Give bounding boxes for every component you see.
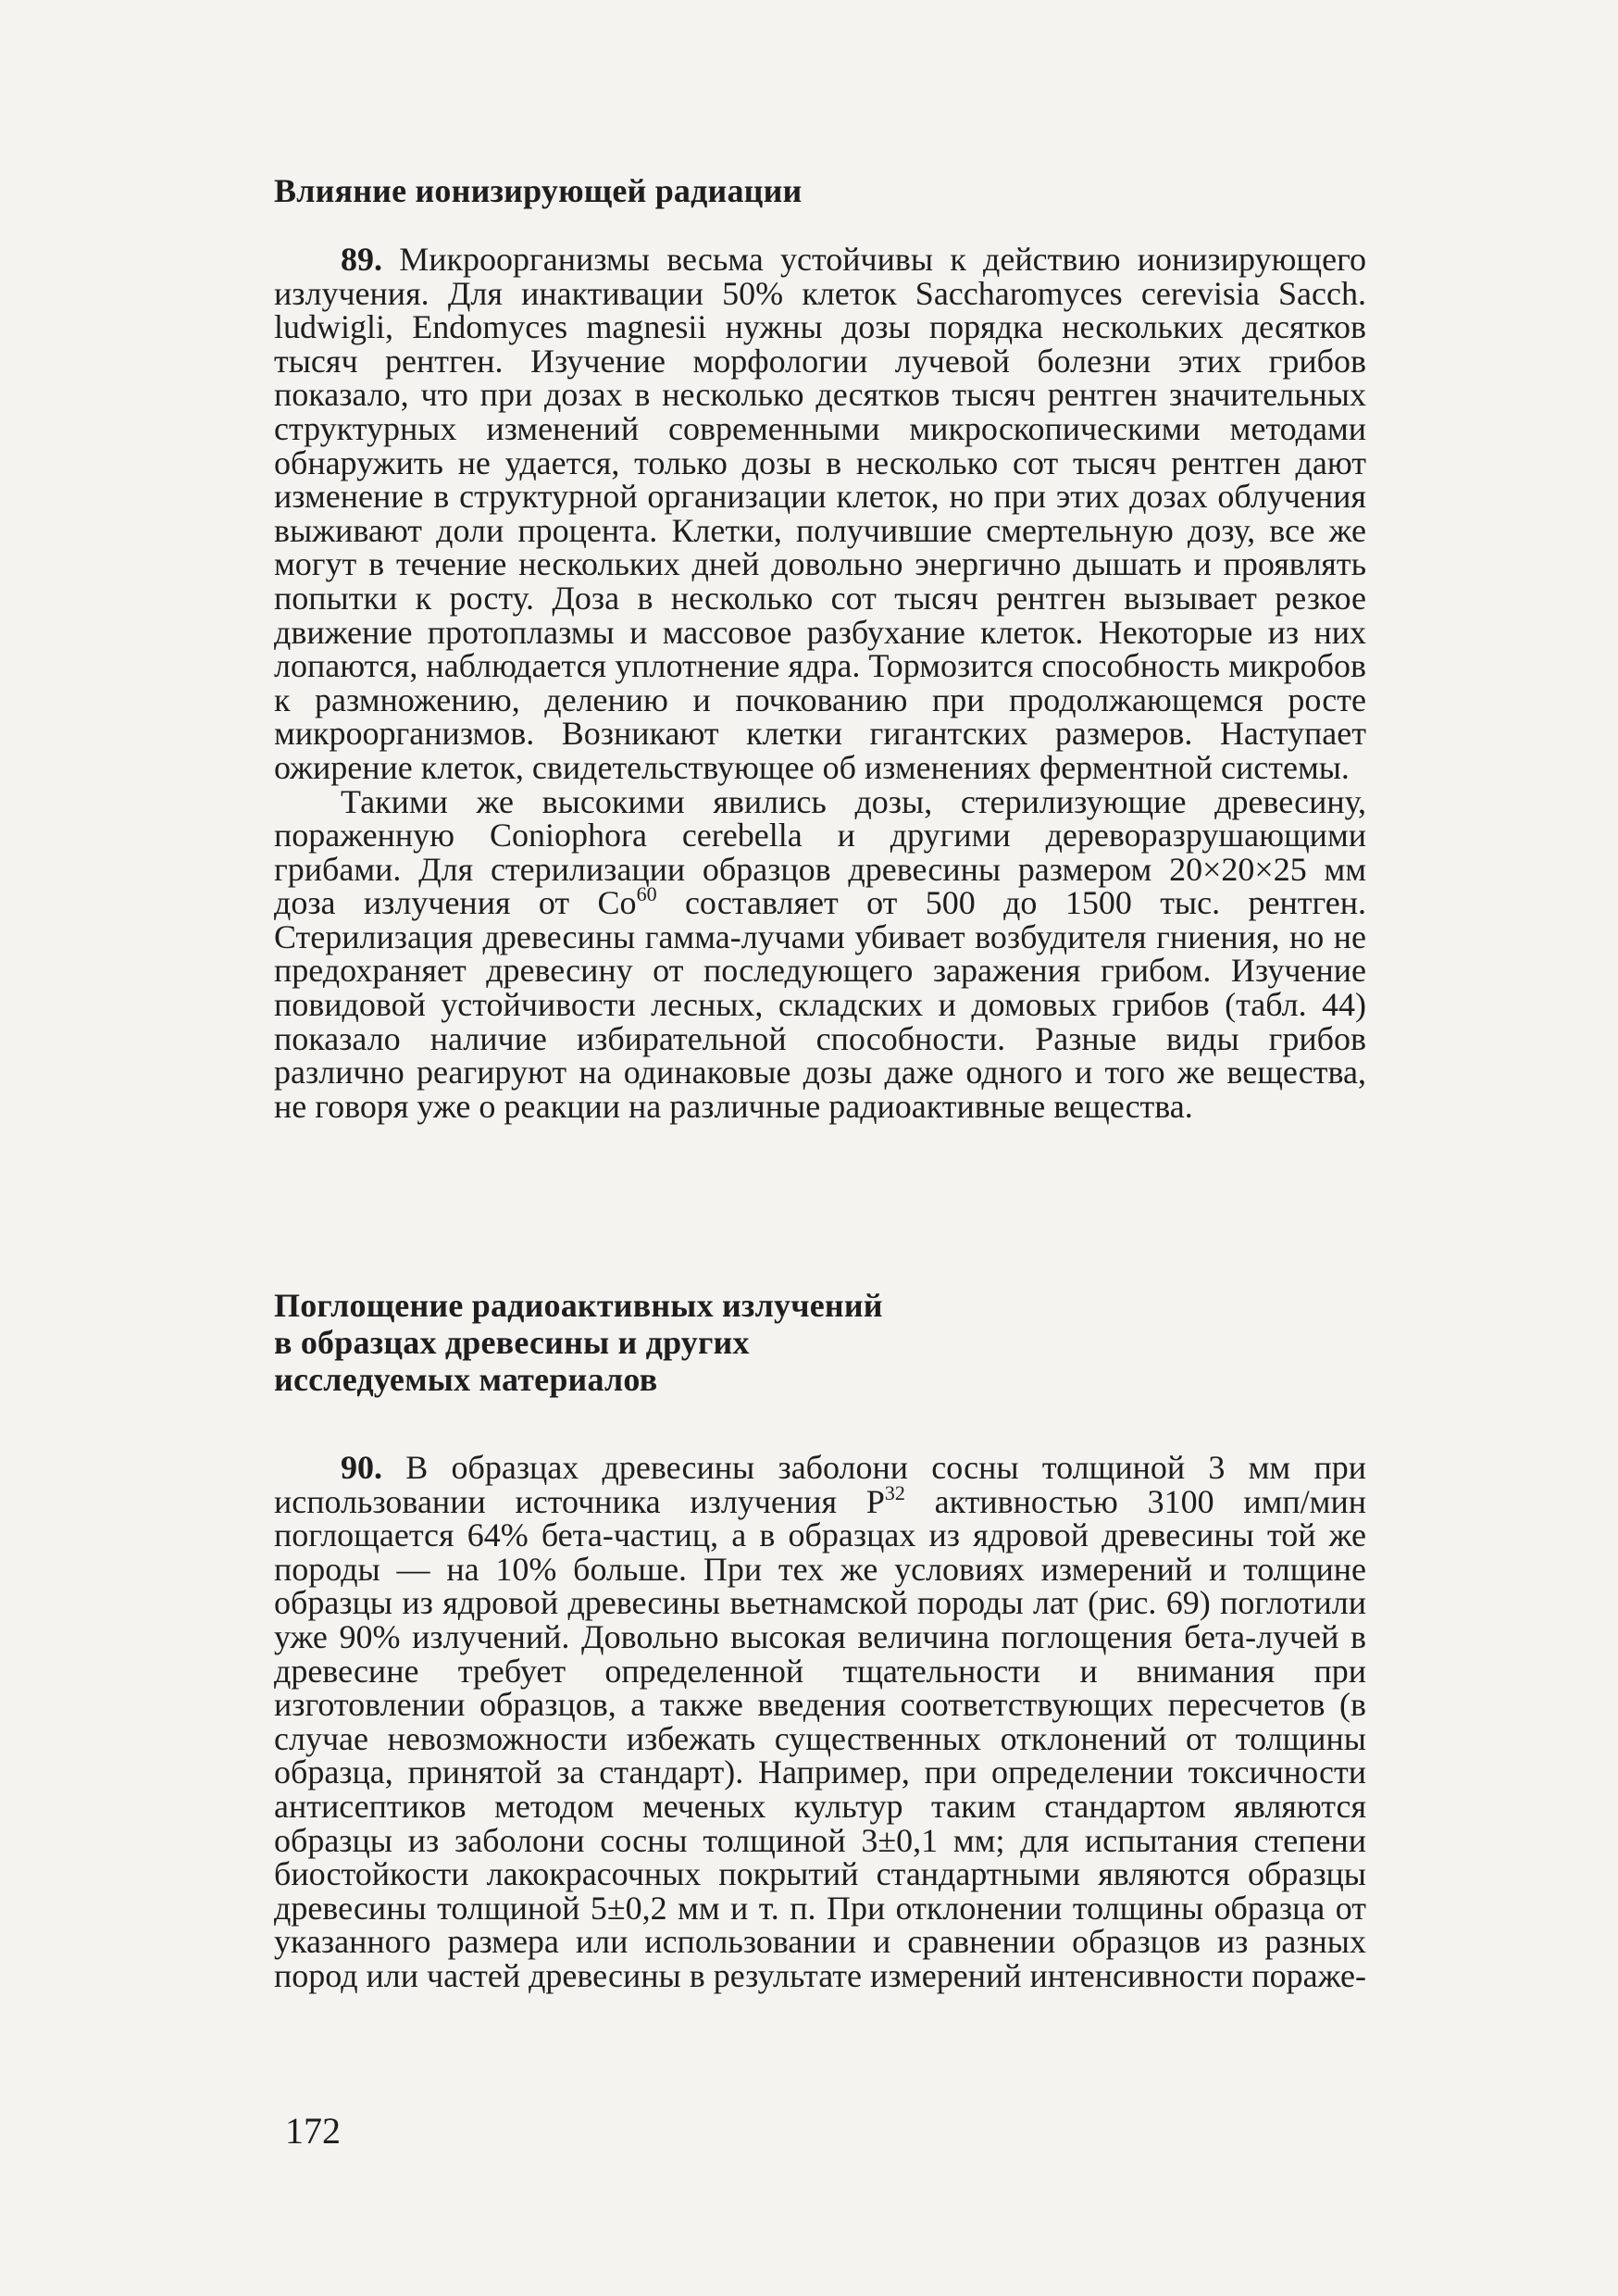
book-page	[274, 0, 1366, 2296]
paragraph-90	[274, 1451, 1366, 1993]
paragraph-number: 89.	[341, 241, 382, 278]
section-body-radiation	[274, 243, 1366, 1123]
paragraph-number: 90.	[341, 1449, 382, 1486]
heading-line: в образцах древесины и других	[274, 1324, 750, 1361]
page-number: 172	[285, 2110, 341, 2152]
heading-line: Поглощение радиоактивных излучений	[274, 1287, 883, 1324]
paragraph-text: активностью 3100 имп/мин поглощается 64% бета-частиц, а в образцах из ядровой древесины той же породы — на 10% больше. При тех же условиях измерений и толщине образцы из ядровой древесины вьетнамской породы лат (рис. 69) поглотили уже 90% излучений. Довольно высокая величина поглощения бета-лучей в древесине требует определенной тщательности и внимания при изготовлении образцов, а также введения соответствующих пересчетов (в случае невозможности избежать существенных отклонений от толщины образца, принятой за стандарт). Например, при определении токсичности антисептиков методом меченых культур таким стандартом являются образцы из заболони сосны толщиной 3±0,1 мм; для испытания степени биостойкости лакокрасочных покрытий стандартными являются образцы древесины толщиной 5±0,2 мм и т. п. При отклонении толщины образца от указанного размера или использовании и сравнении образцов из разных пород или частей древесины в результате измерений интенсивности пораже-	[274, 1482, 1366, 1994]
paragraph-text: Такими же высокими явились дозы, стерилизующие древесину, пораженную Coniophora cerebella и другими дереворазрушающими грибами. Для стерилизации образцов древесины размером 20×20×25 мм доза излучения от Co	[274, 782, 1366, 922]
paragraph-wood-sterilization	[274, 782, 1366, 1125]
heading-line: исследуемых материалов	[274, 1361, 658, 1398]
paragraph-89	[274, 243, 1366, 785]
isotope-superscript: 60	[636, 882, 657, 906]
paragraph-text: составляет от 500 до 1500 тыс. рентген. Стерилизация древесины гамма-лучами убивает возбудителя гниения, но не предохраняет древесину от последующего заражения грибом. Изучение повидовой устойчивости лесных, складских и домовых грибов (табл. 44) показало наличие избирательной способности. Разные виды грибов различно реагируют на одинаковые дозы даже одного и того же вещества, не говоря уже о реакции на различные радиоактивные вещества.	[274, 884, 1366, 1125]
paragraph-text: Микроорганизмы весьма устойчивы к действию ионизирующего излучения. Для инактивации 50% клеток Saccharomyces cerevisia Sacch. ludwigli, Endomyces magnesii нужны дозы порядка нескольких десятков тысяч рентген. Изучение морфологии лучевой болезни этих грибов показало, что при дозах в несколько десятков тысяч рентген значительных структурных изменений современными микроскопическими методами обнаружить не удается, только дозы в несколько сот тысяч рентген дают изменение в структурной организации клеток, но при этих дозах облучения выживают доли процента. Клетки, получившие смертельную дозу, все же могут в течение нескольких дней довольно энергично дышать и проявлять попытки к росту. Доза в несколько сот тысяч рентген вызывает резкое движение протоплазмы и массовое разбухание клеток. Некоторые из них лопаются, наблюдается уплотнение ядра. Тормозится способность микробов к размножению, делению и почкованию при продолжающемся росте микроорганизмов. Возникают клетки гигантских размеров. Наступает ожирение клеток, свидетельствующее об изменениях ферментной системы.	[274, 241, 1367, 786]
section-body-absorption	[274, 1451, 1366, 1993]
paragraph-text: В образцах древесины заболони сосны толщиной 3 мм при использовании источника излучения P	[274, 1449, 1366, 1520]
section-heading-radiation: Влияние ионизирующей радиации	[274, 172, 803, 209]
section-heading-absorption	[274, 1287, 1014, 1398]
isotope-superscript: 32	[884, 1480, 905, 1504]
